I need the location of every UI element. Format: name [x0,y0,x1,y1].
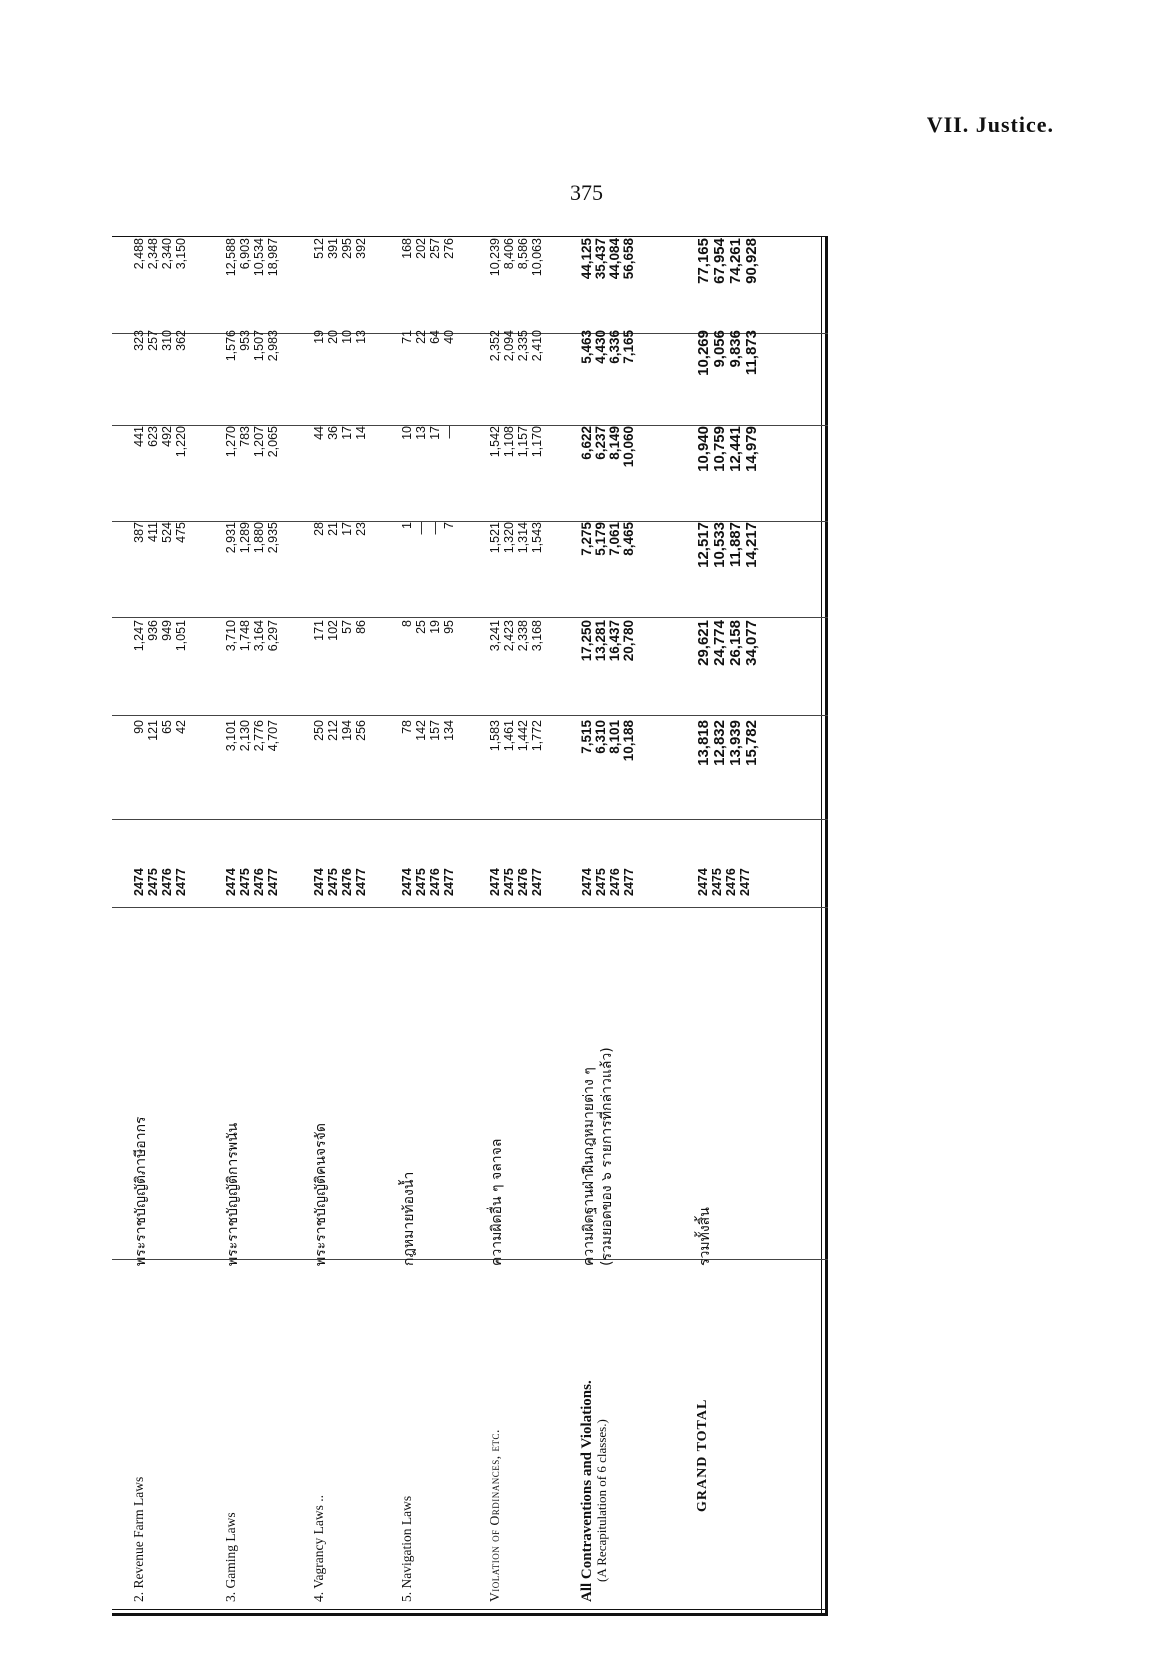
value-column-6 [580,238,636,334]
table-cell-value: 168 [400,238,414,259]
table-cell-value: 2,352 [488,330,502,362]
value-column-6 [312,238,368,334]
table-cell-value: 256 [354,720,368,741]
table-cell-value: 17 [428,426,442,440]
table-cell-value: 34,077 [743,620,760,666]
year-value: 2475 [594,868,608,896]
row-label-text: All Contraventions and Violations. [579,1380,595,1602]
table-cell-value: 7,515 [579,720,594,754]
table-cell-value: 13,281 [593,620,608,662]
table-cell-value: 323 [132,330,146,351]
table-cell-value: 2,348 [146,238,160,270]
table-cell-value: 2,983 [266,330,280,362]
table-cell-value: 10 [400,426,414,440]
row-label-text: 3. Gaming Laws [223,1512,238,1602]
row-label-text: GRAND TOTAL [695,1398,710,1512]
table-cell-value: 411 [146,522,160,542]
table-cell-value: 65 [160,720,174,734]
table-cell-value: 29,621 [695,620,712,666]
thai-label-text: พระราชบัญญัติคนจรจัด [313,1123,329,1266]
table-cell-value: 1,772 [530,720,544,752]
row-thai-label [312,906,330,1266]
table-cell-value: 194 [340,720,354,741]
table-cell-value: 492 [160,426,174,447]
table-cell-value: 10,188 [621,720,636,762]
table-cell-value: 1,880 [252,522,266,554]
row-thai-label [400,906,418,1266]
table-cell-value: 8,406 [502,238,516,270]
year-value: 2477 [354,868,368,896]
table-cell-value: 1 [400,522,414,529]
table-cell-value: 1,207 [252,426,266,458]
table-cell-value: — [414,522,428,535]
year-value: 2476 [252,868,266,896]
table-cell-value: 24,774 [711,620,728,666]
year-list [312,826,368,896]
value-column-5 [132,330,188,426]
table-cell-value: 26,158 [727,620,744,666]
table-cell-value: 250 [312,720,326,741]
year-list [132,826,188,896]
value-column-6 [224,238,280,334]
table-cell-value: 95 [442,620,456,634]
thai-label-text: กฎหมายท้องน้ำ [401,1171,417,1266]
table-cell-value: 134 [442,720,456,741]
table-cell-value: 953 [238,330,252,351]
value-column-2 [312,620,368,716]
year-value: 2476 [724,868,738,896]
table-cell-value: 6,622 [579,426,594,460]
value-column-6 [488,238,544,334]
table-cell-value: 8,101 [607,720,622,754]
value-column-2 [488,620,544,716]
table-cell-value: 1,521 [488,522,502,554]
column-separator-year-numbers [112,819,828,820]
year-value: 2477 [530,868,544,896]
table-cell-value: 5,179 [593,522,608,556]
table-cell-value: 3,168 [530,620,544,652]
table-cell-value: 35,437 [593,238,608,280]
table-cell-value: 2,935 [266,522,280,554]
table-cell-value: 4,430 [593,330,608,364]
value-column-3 [580,522,636,618]
table-cell-value: 212 [326,720,340,741]
table-cell-value: 475 [174,522,188,543]
table-cell-value: — [442,426,456,439]
year-value: 2474 [132,868,146,896]
row-label [312,1272,327,1602]
value-column-6 [400,238,456,334]
table-cell-value: 2,065 [266,426,280,458]
thai-label-text: พระราชบัญญัติภาษีอากร [133,1116,149,1266]
table-cell-value: 9,056 [711,330,728,368]
table-cell-value: 1,542 [488,426,502,458]
table-cell-value: 12,517 [695,522,712,568]
thai-label-text: ความผิดอื่น ๆ จลาจล [489,1138,505,1266]
table-cell-value: 56,658 [621,238,636,280]
table-cell-value: 10,534 [252,238,266,277]
value-column-4 [696,426,760,522]
table-cell-value: 257 [428,238,442,259]
table-cell-value: 1,320 [502,522,516,554]
table-cell-value: 4,707 [266,720,280,752]
year-value: 2475 [326,868,340,896]
table-cell-value: 1,108 [502,426,516,458]
table-cell-value: 10,940 [695,426,712,472]
year-list [696,826,752,896]
value-column-5 [488,330,544,426]
table-cell-value: 5,463 [579,330,594,364]
thai-label-subtitle: (รวมยอดของ ๖ รายการที่กล่าวแล้ว) [599,1047,615,1266]
table-cell-value: 7,061 [607,522,622,556]
year-value: 2477 [442,868,456,896]
value-column-2 [400,620,456,716]
table-cell-value: 44,125 [579,238,594,280]
year-value: 2477 [266,868,280,896]
table-cell-value: 20 [326,330,340,344]
value-column-2 [224,620,280,716]
table-cell-value: 310 [160,330,174,351]
year-value: 2475 [146,868,160,896]
table-cell-value: 12,441 [727,426,744,472]
value-column-3 [224,522,280,618]
year-list [400,826,456,896]
statistics-table [112,236,828,1616]
row-label-subtitle: (A Recapitulation of 6 classes.) [593,1419,609,1582]
table-cell-value: 13 [354,330,368,344]
table-cell-value: 19 [428,620,442,634]
table-cell-value: 202 [414,238,428,259]
table-cell-value: 14,217 [743,522,760,568]
table-cell-value: 295 [340,238,354,259]
table-cell-value: 142 [414,720,428,741]
year-value: 2474 [488,868,502,896]
table-cell-value: 19 [312,330,326,344]
row-label [580,1272,609,1602]
table-cell-value: 23 [354,522,368,536]
year-value: 2477 [174,868,188,896]
table-cell-value: 1,314 [516,522,530,554]
value-column-5 [224,330,280,426]
year-value: 2476 [160,868,174,896]
table-cell-value: 949 [160,620,174,641]
table-cell-value: 2,776 [252,720,266,752]
table-cell-value: 14,979 [743,426,760,472]
table-cell-value: 13 [414,426,428,440]
table-cell-value: 57 [340,620,354,634]
table-cell-value: 392 [354,238,368,259]
table-cell-value: 2,410 [530,330,544,362]
table-cell-value: 102 [326,620,340,641]
table-cell-value: 1,461 [502,720,516,752]
year-value: 2475 [502,868,516,896]
table-cell-value: 64 [428,330,442,344]
value-column-4 [132,426,188,522]
year-value: 2475 [414,868,428,896]
table-cell-value: 71 [400,330,414,344]
table-cell-value: 15,782 [743,720,760,766]
table-cell-value: 11,873 [743,330,760,376]
statistics-table-frame [112,236,828,1616]
table-cell-value: 276 [442,238,456,259]
table-cell-value: 67,954 [711,238,728,284]
year-list [488,826,544,896]
row-label-text: Violation of Ordinances, etc. [487,1429,502,1602]
value-column-6 [696,238,760,334]
table-cell-value: 623 [146,426,160,447]
value-column-4 [400,426,456,522]
table-cell-value: 1,442 [516,720,530,752]
row-label-text: 5. Navigation Laws [399,1495,414,1602]
value-column-4 [224,426,280,522]
table-cell-value: 257 [146,330,160,351]
value-column-1 [400,720,456,816]
value-column-4 [580,426,636,522]
table-cell-value: 512 [312,238,326,259]
table-cell-value: — [428,522,442,535]
value-column-4 [488,426,544,522]
table-cell-value: 78 [400,720,414,734]
thai-label-text: ความผิดฐานฝ่าฝืนกฎหมายต่าง ๆ [581,1067,597,1266]
table-cell-value: 6,297 [266,620,280,652]
value-column-5 [400,330,456,426]
table-cell-value: 13,818 [695,720,712,766]
table-cell-value: 44 [312,426,326,440]
year-value: 2474 [400,868,414,896]
year-value: 2474 [580,868,594,896]
table-cell-value: 8,586 [516,238,530,270]
year-value: 2476 [608,868,622,896]
thai-label-text: รวมทั้งสิ้น [697,1207,713,1266]
table-cell-value: 2,094 [502,330,516,362]
thai-label-text: พระราชบัญญัติการพนัน [225,1122,241,1266]
table-cell-value: 7 [442,522,456,529]
table-cell-value: 3,150 [174,238,188,270]
table-cell-value: 7,275 [579,522,594,556]
table-cell-value: 1,543 [530,522,544,554]
value-column-3 [488,522,544,618]
table-cell-value: 6,237 [593,426,608,460]
year-value: 2475 [710,868,724,896]
row-label [224,1272,239,1602]
table-cell-value: 2,488 [132,238,146,270]
table-cell-value: 17 [340,522,354,536]
table-cell-value: 40 [442,330,456,344]
value-column-1 [224,720,280,816]
year-value: 2474 [312,868,326,896]
table-cell-value: 1,170 [530,426,544,458]
table-cell-value: 1,247 [132,620,146,652]
value-column-5 [696,330,760,426]
table-cell-value: 121 [146,720,160,741]
table-cell-value: 2,340 [160,238,174,270]
value-column-4 [312,426,368,522]
table-cell-value: 2,130 [238,720,252,752]
table-cell-value: 8,149 [607,426,622,460]
value-column-5 [312,330,368,426]
table-cell-value: 6,336 [607,330,622,364]
table-cell-value: 17,250 [579,620,594,662]
table-cell-value: 86 [354,620,368,634]
row-label [696,1272,711,1602]
table-cell-value: 2,423 [502,620,516,652]
table-cell-value: 12,588 [224,238,238,277]
column-separator-label-thai [112,1259,828,1260]
table-cell-value: 44,084 [607,238,622,280]
year-value: 2475 [238,868,252,896]
table-cell-value: 7,165 [621,330,636,364]
value-column-3 [312,522,368,618]
value-column-2 [696,620,760,716]
column-separator-thai-year [112,907,828,908]
section-title: VII. Justice. [926,112,1054,137]
value-column-1 [696,720,760,816]
value-column-6 [132,238,188,334]
table-cell-value: 936 [146,620,160,641]
rotated-table [112,236,828,1616]
table-cell-value: 90 [132,720,146,734]
table-cell-value: 3,710 [224,620,238,652]
table-cell-value: 1,507 [252,330,266,362]
table-cell-value: 20,780 [621,620,636,662]
value-column-1 [132,720,188,816]
table-cell-value: 171 [312,620,326,641]
table-cell-value: 10,239 [488,238,502,277]
value-column-3 [132,522,188,618]
table-cell-value: 77,165 [695,238,712,284]
value-column-1 [312,720,368,816]
value-column-1 [488,720,544,816]
row-label [132,1272,147,1602]
year-value: 2474 [696,868,710,896]
row-thai-label [580,906,616,1266]
row-thai-label [696,906,714,1266]
table-cell-value: 3,101 [224,720,238,752]
value-column-3 [400,522,456,618]
table-cell-value: 22 [414,330,428,344]
table-cell-value: 6,903 [238,238,252,270]
table-cell-value: 1,583 [488,720,502,752]
table-cell-value: 524 [160,522,174,543]
table-cell-value: 1,270 [224,426,238,458]
row-label [400,1272,415,1602]
row-thai-label [132,906,150,1266]
table-cell-value: 16,437 [607,620,622,662]
row-label-text: 4. Vagrancy Laws .. [311,1495,326,1602]
year-value: 2474 [224,868,238,896]
table-cell-value: 25 [414,620,428,634]
table-cell-value: 10 [340,330,354,344]
row-label [488,1272,503,1602]
table-cell-value: 42 [174,720,188,734]
table-cell-value: 17 [340,426,354,440]
table-cell-value: 36 [326,426,340,440]
value-column-3 [696,522,760,618]
table-cell-value: 10,060 [621,426,636,468]
value-column-2 [132,620,188,716]
table-cell-value: 13,939 [727,720,744,766]
table-cell-value: 6,310 [593,720,608,754]
table-cell-value: 1,748 [238,620,252,652]
table-cell-value: 3,241 [488,620,502,652]
table-cell-value: 3,164 [252,620,266,652]
table-cell-value: 10,759 [711,426,728,472]
table-cell-value: 1,220 [174,426,188,458]
table-cell-value: 18,987 [266,238,280,277]
table-cell-value: 74,261 [727,238,744,284]
value-column-5 [580,330,636,426]
year-value: 2477 [738,868,752,896]
table-cell-value: 10,269 [695,330,712,376]
table-cell-value: 14 [354,426,368,440]
table-cell-value: 8,465 [621,522,636,556]
table-cell-value: 12,832 [711,720,728,766]
row-thai-label [224,906,242,1266]
value-column-2 [580,620,636,716]
table-cell-value: 441 [132,426,146,447]
value-column-1 [580,720,636,816]
table-cell-value: 1,289 [238,522,252,554]
table-cell-value: 10,063 [530,238,544,277]
table-cell-value: 391 [326,238,340,259]
year-list [224,826,280,896]
table-cell-value: 90,928 [743,238,760,284]
table-cell-value: 11,887 [727,522,744,568]
table-cell-value: 9,836 [727,330,744,368]
table-cell-value: 157 [428,720,442,741]
table-cell-value: 10,533 [711,522,728,568]
row-thai-label [488,906,506,1266]
table-cell-value: 2,338 [516,620,530,652]
table-cell-value: 8 [400,620,414,627]
table-cell-value: 783 [238,426,252,447]
year-value: 2477 [622,868,636,896]
table-cell-value: 1,576 [224,330,238,362]
year-value: 2476 [516,868,530,896]
table-cell-value: 28 [312,522,326,536]
year-list [580,826,636,896]
table-cell-value: 2,931 [224,522,238,554]
row-label-text: 2. Revenue Farm Laws [131,1476,146,1602]
table-cell-value: 2,335 [516,330,530,362]
table-cell-value: 362 [174,330,188,351]
table-cell-value: 387 [132,522,146,543]
year-value: 2476 [428,868,442,896]
table-cell-value: 21 [326,522,340,536]
page-number: 375 [570,180,603,205]
table-cell-value: 1,157 [516,426,530,458]
year-value: 2476 [340,868,354,896]
table-cell-value: 1,051 [174,620,188,652]
